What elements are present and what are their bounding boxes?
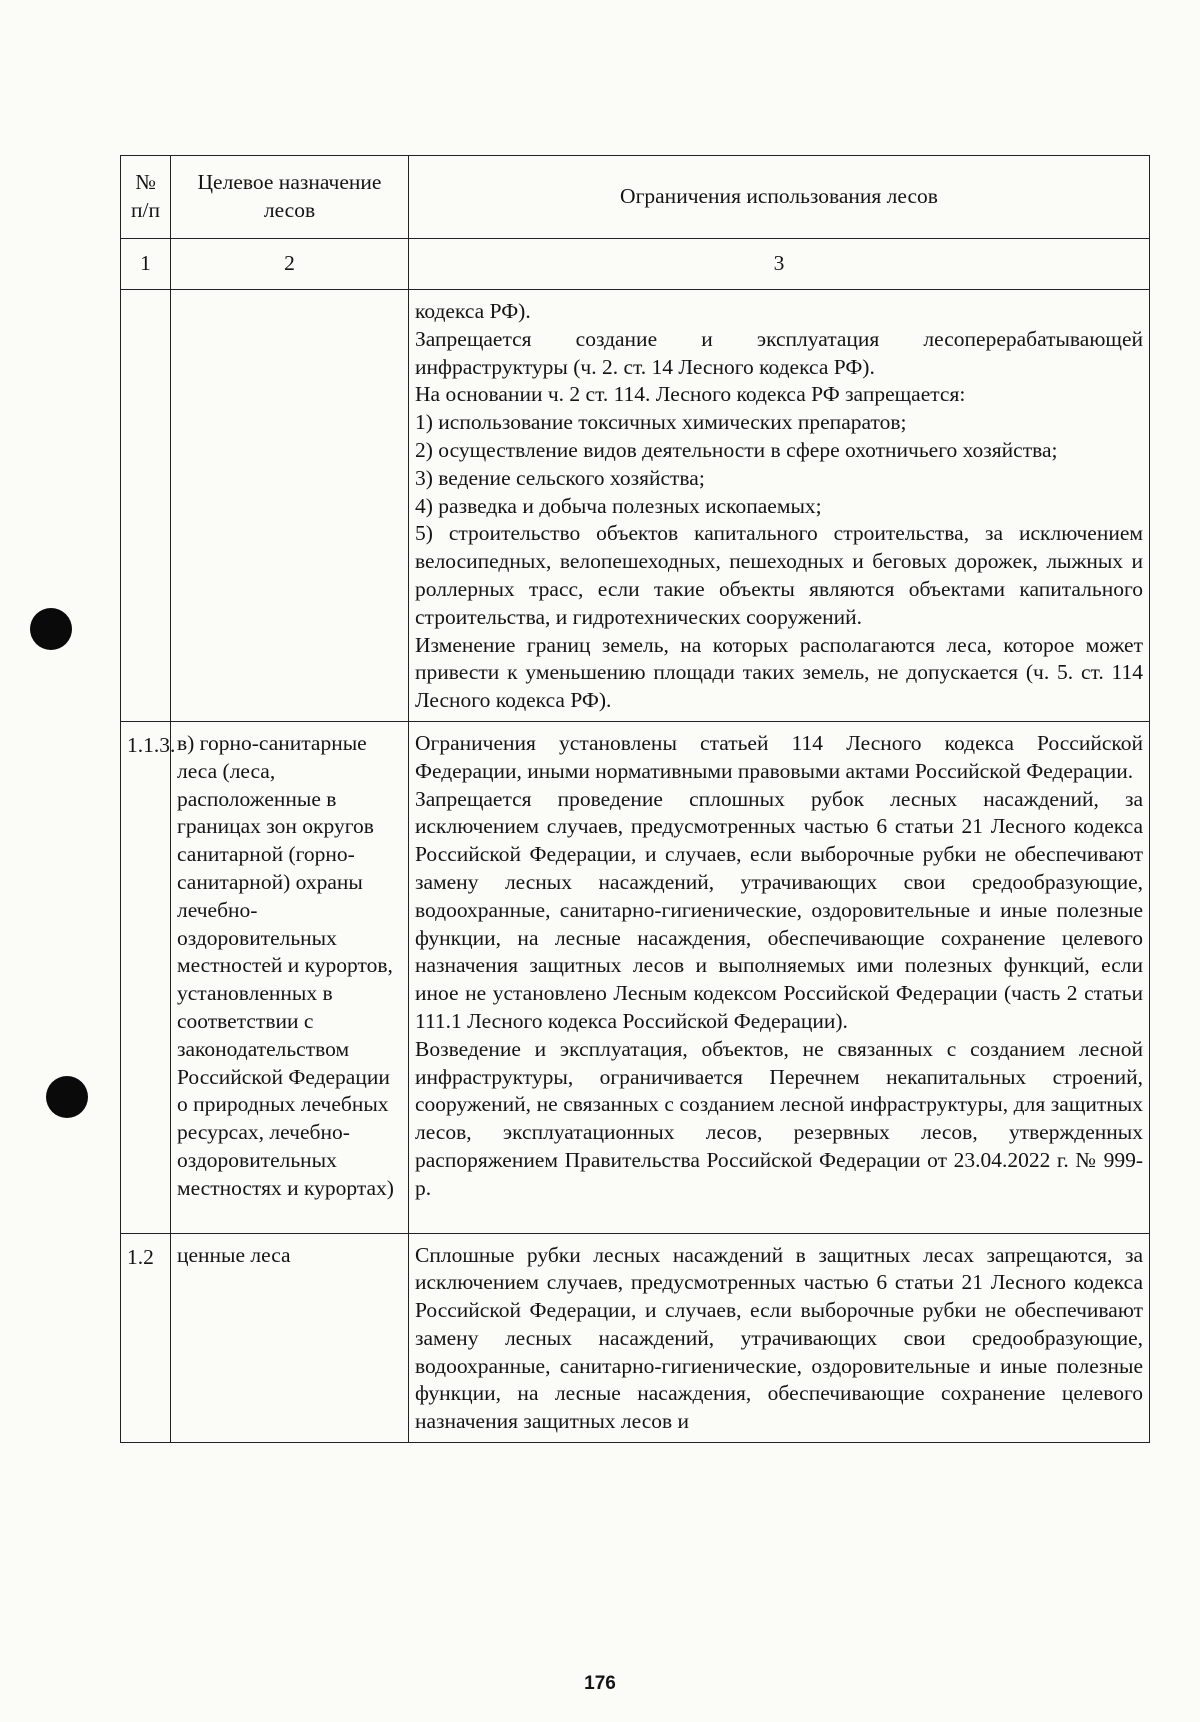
restriction-paragraph: Запрещается проведение сплошных рубок лесных насаждений, за исключением случаев, предусмотренных частью 6 статьи 21 Лесного кодекса Российской Федерации, и случаев, если выборочные рубки не обеспечивают замену лесных насаждений, утрачивающих свои средообразующие, водоохранные, санитарно-гигиенические, оздоровительные и иные полезные функции, на лесные насаждения, обеспечивающие сохранение целевого назначения защитных лесов и выполняемых ими полезных функций, если иное не установлено Лесным кодексом Российской Федерации (часть 2 статьи 111.1 Лесного кодекса Российской Федерации). (415, 786, 1143, 1033)
table-header-row (121, 156, 1150, 239)
column-index: 3 (409, 239, 1150, 290)
restriction-list-item: 5) строительство объектов капитального строительства, за исключением велосипедных, велопешеходных, пешеходных и беговых дорожек, лыжных и роллерных трасс, если такие объекты являются объектами капитального строительства, и гидротехнических сооружений. (415, 521, 1143, 629)
row-number (121, 290, 171, 722)
restriction-paragraph: На основании ч. 2 ст. 114. Лесного кодекса РФ запрещается: (415, 382, 966, 407)
restriction-list-item: 3) ведение сельского хозяйства; (415, 465, 705, 490)
restriction-list-item: 4) разведка и добыча полезных ископаемых; (415, 493, 822, 518)
table-row (121, 1233, 1150, 1443)
restriction-paragraph: Изменение границ земель, на которых располагаются леса, которое может привести к уменьшению площади таких земель, не допускается (ч. 5. ст. 114 Лесного кодекса РФ). (415, 632, 1143, 713)
header-purpose: Целевое назначение лесов (171, 156, 409, 239)
row-number: 1.2 (121, 1233, 171, 1443)
row-restrictions (409, 721, 1150, 1233)
restriction-list-item: 2) осуществление видов деятельности в сфере охотничьего хозяйства; (415, 437, 1058, 462)
header-restrictions: Ограничения использования лесов (409, 156, 1150, 239)
table-row (121, 290, 1150, 722)
column-index: 2 (171, 239, 409, 290)
punch-hole-mark (46, 1076, 88, 1118)
restriction-paragraph: кодекса РФ). (415, 299, 531, 323)
row-purpose: ценные леса (171, 1233, 409, 1443)
table-row (121, 721, 1150, 1233)
forest-restrictions-table (120, 155, 1150, 1443)
restriction-paragraph: Запрещается создание и эксплуатация лесоперерабатывающей инфраструктуры (ч. 2. ст. 14 Лесного кодекса РФ). (415, 326, 1143, 379)
header-number: № п/п (121, 156, 171, 239)
page-number: 176 (584, 1673, 616, 1694)
row-number: 1.1.3. (121, 721, 171, 1233)
row-purpose (171, 290, 409, 722)
restriction-paragraph: Сплошные рубки лесных насаждений в защитных лесах запрещаются, за исключением случаев, предусмотренных частью 6 статьи 21 Лесного кодекса Российской Федерации, и случаев, если выборочные рубки не обеспечивают замену лесных насаждений, утрачивающих свои средообразующие, водоохранные, санитарно-гигиенические, оздоровительные и иные полезные функции, на лесные насаждения, обеспечивающие сохранение целевого назначения защитных лесов и (415, 1242, 1143, 1434)
column-index-row (121, 239, 1150, 290)
row-restrictions (409, 1233, 1150, 1443)
restriction-paragraph: Ограничения установлены статьей 114 Лесного кодекса Российской Федерации, иными нормативными правовыми актами Российской Федерации. (415, 730, 1143, 783)
restriction-paragraph: Возведение и эксплуатация, объектов, не связанных с созданием лесной инфраструктуры, ограничивается Перечнем некапитальных строений, сооружений, не связанных с созданием лесной инфраструктуры, для защитных лесов, эксплуатационных лесов, резервных лесов, утвержденных распоряжением Правительства Российской Федерации от 23.04.2022 г. № 999-р. (415, 1036, 1143, 1200)
column-index: 1 (121, 239, 171, 290)
row-restrictions (409, 290, 1150, 722)
restriction-list-item: 1) использование токсичных химических препаратов; (415, 410, 907, 435)
row-purpose: в) горно-санитарные леса (леса, расположенные в границах зон округов санитарной (горно-санитарной) охраны лечебно-оздоровительных местностей и курортов, установленных в соответствии с законодательством Российской Федерации о природных лечебных ресурсах, лечебно-оздоровительных местностях и курортах) (171, 721, 409, 1233)
punch-hole-mark (30, 608, 72, 650)
